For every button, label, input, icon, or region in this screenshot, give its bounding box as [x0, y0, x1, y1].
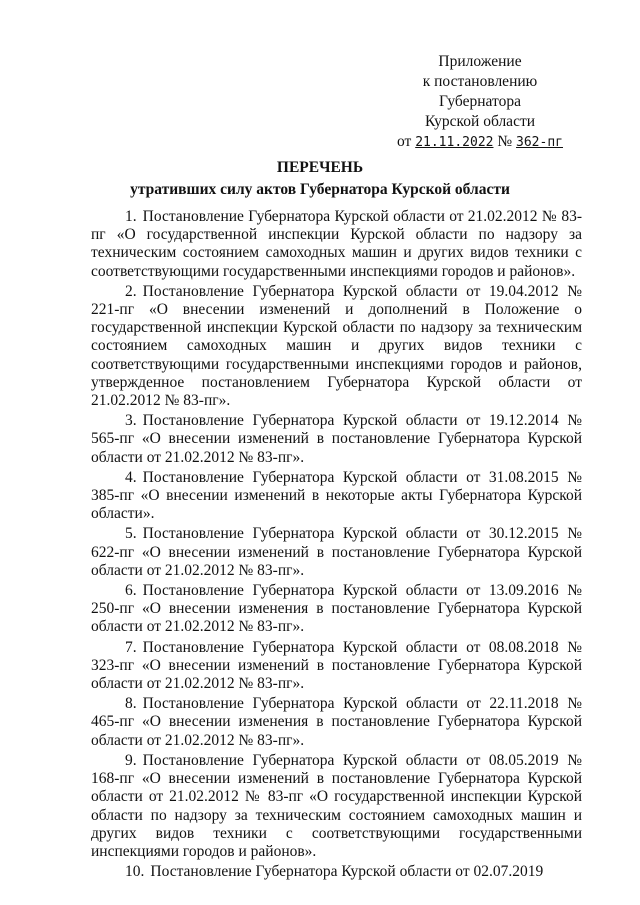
list-item-text: Постановление Губернатора Курской области от 13.09.2016 № 250-пг «О внесении изменения в постановление Губернатора Курской области от 21.02.2012 № 83-пг». [91, 582, 582, 636]
list-item-number: 6. [125, 582, 137, 600]
list-item-number: 8. [125, 695, 137, 713]
list-item-text: Постановление Губернатора Курской области от 08.05.2019 № 168-пг «О внесении изменений в постановление Губернатора Курской области от 21.02.2012 № 83-пг «О государственной инспекции Курской области по надзору за техническим состоянием самоходных машин и других видов техники с соответствующими государственными инспекциями городов и районов». [91, 751, 582, 860]
document-heading [0, 157, 640, 201]
acts-list [91, 208, 582, 883]
appendix-block [380, 52, 580, 153]
list-item [91, 863, 582, 881]
appendix-date-line [380, 132, 580, 153]
list-item [91, 695, 582, 750]
list-item-text: Постановление Губернатора Курской области от 19.12.2014 № 565-пг «О внесении изменений в постановление Губернатора Курской области от 21.02.2012 № 83-пг». [91, 412, 582, 466]
appendix-region: Курской области [424, 113, 536, 130]
number-sign: № [497, 133, 513, 150]
list-item-text: Постановление Губернатора Курской области от 22.11.2018 № 465-пг «О внесении изменения в постановление Губернатора Курской области от 21.02.2012 № 83-пг». [91, 695, 582, 749]
list-item-text: Постановление Губернатора Курской области от 19.04.2012 № 221-пг «О внесении изменений и дополнений в Положение о государственной инспекции Курской области по надзору за техническим состоянием самоходных машин и других видов техники с соответствующими государственными инспекциями городов и районов, утвержденное постановлением Губернатора Курской области от 21.02.2012 № 83-пг». [91, 282, 582, 410]
list-item-number: 10. [125, 863, 145, 881]
list-item [91, 469, 582, 524]
decree-number: 362-пг [516, 135, 563, 150]
list-item-text: Постановление Губернатора Курской области от 21.02.2012 № 83-пг «О государственной инспекции Курской области по надзору за техническим состоянием самоходных машин и других видов техники с соответствующими государственными инспекциями городов и районов». [91, 208, 582, 280]
list-item [91, 283, 582, 410]
list-item-number: 1. [125, 208, 137, 225]
list-item-number: 5. [125, 525, 137, 543]
list-item-text: Постановление Губернатора Курской области от 02.07.2019 [150, 863, 544, 881]
date-prefix: от [397, 133, 412, 150]
list-item-number: 3. [125, 412, 137, 430]
appendix-reference: к постановлению Губернатора [422, 73, 538, 110]
list-item-number: 9. [125, 751, 137, 769]
list-item-text: Постановление Губернатора Курской области от 30.12.2015 № 622-пг «О внесении изменений в постановление Губернатора Курской области от 21.02.2012 № 83-пг». [91, 525, 582, 579]
appendix-title: Приложение [438, 53, 522, 70]
list-item-number: 2. [125, 282, 137, 300]
heading-subtitle: утративших силу актов Губернатора Курской области [130, 181, 510, 198]
list-item [91, 525, 582, 580]
heading-title: ПЕРЕЧЕНЬ [276, 159, 364, 176]
list-item-number: 4. [125, 468, 137, 486]
list-item [91, 412, 582, 467]
list-item [91, 208, 582, 281]
list-item [91, 752, 582, 861]
list-item [91, 639, 582, 694]
list-item-number: 7. [125, 638, 137, 656]
decree-date: 21.11.2022 [415, 135, 494, 150]
list-item [91, 582, 582, 637]
list-item-text: Постановление Губернатора Курской области от 31.08.2015 № 385-пг «О внесении изменений в некоторые акты Губернатора Курской области». [91, 468, 582, 523]
list-item-text: Постановление Губернатора Курской области от 08.08.2018 № 323-пг «О внесении изменений в постановление Губернатора Курской области от 21.02.2012 № 83-пг». [91, 638, 582, 693]
